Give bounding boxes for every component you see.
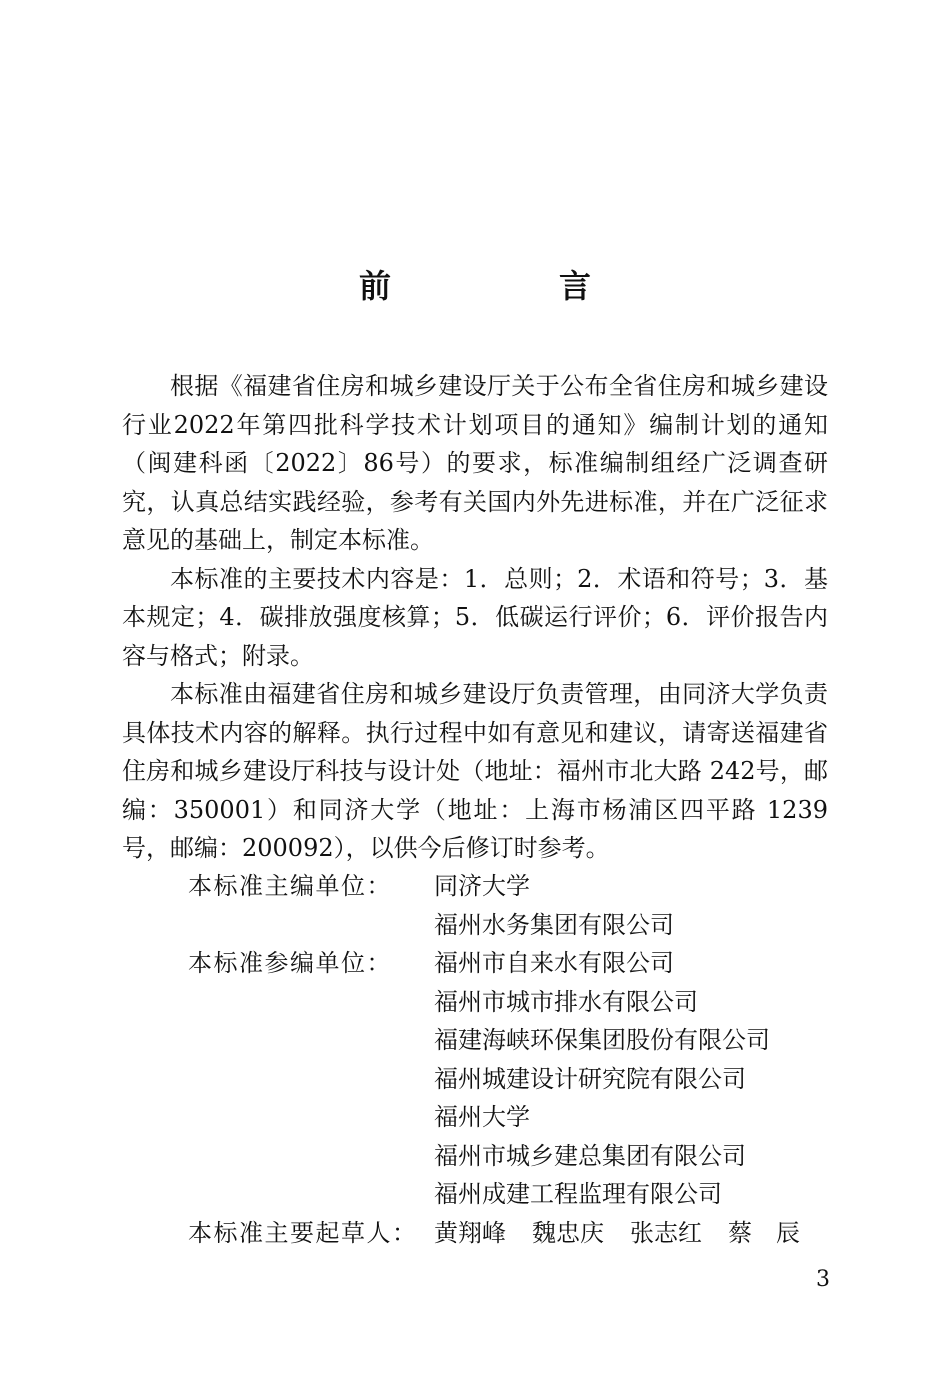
page-title: 前 言 [358,267,659,305]
unit-item: 福州市城市排水有限公司 [434,987,698,1016]
unit-item: 福州成建工程监理有限公司 [434,1180,722,1208]
units-section [188,867,828,1252]
preface-paragraph: 本标准的主要技术内容是：1．总则；2．术语和符号；3．基本规定；4．碳排放强度核算；5．低碳运行评价；6．评价报告内容与格式；附录。 [122,564,828,670]
drafter-name: 张志红 [630,1218,702,1247]
drafters-row [188,1214,828,1253]
chief-units-row [188,867,828,944]
chief-units-label: 本标准主编单位： [188,872,392,900]
unit-item: 福州市自来水有限公司 [434,949,674,977]
unit-item: 福州市城乡建总集团有限公司 [434,1141,746,1170]
preface-body [122,367,828,868]
preface-paragraph: 根据《福建省住房和城乡建设厅关于公布全省住房和城乡建设行业2022年第四批科学技术计划项目的通知》编制计划的通知（闽建科函〔2022〕86号）的要求，标准编制组经广泛调查研究，认真总结实践经验，参考有关国内外先进标准，并在广泛征求意见的基础上，制定本标准。 [122,372,828,554]
participating-units-label: 本标准参编单位： [188,949,392,977]
unit-item: 福建海峡环保集团股份有限公司 [434,1026,770,1054]
page-number: 3 [816,1267,830,1292]
preface-paragraph: 本标准由福建省住房和城乡建设厅负责管理，由同济大学负责具体技术内容的解释。执行过程中如有意见和建议，请寄送福建省住房和城乡建设厅科技与设计处（地址：福州市北大路 242号，邮编：350001）和同济大学（地址：上海市杨浦区四平路 1239号，邮编：200092），以供今后修订时参考。 [122,680,828,862]
drafter-name: 魏忠庆 [532,1218,604,1247]
participating-units-row [188,944,828,1214]
drafter-name: 黄翔峰 [434,1218,506,1247]
unit-item: 福州大学 [434,1103,530,1131]
drafters-label: 本标准主要起草人： [188,1218,418,1247]
unit-item: 福州水务集团有限公司 [434,910,674,939]
chief-units-list [434,867,828,944]
drafter-name: 蔡 辰 [728,1218,800,1247]
unit-item: 同济大学 [434,872,530,900]
unit-item: 福州城建设计研究院有限公司 [434,1064,746,1093]
drafters-list [434,1214,828,1253]
participating-units-list [434,944,828,1214]
